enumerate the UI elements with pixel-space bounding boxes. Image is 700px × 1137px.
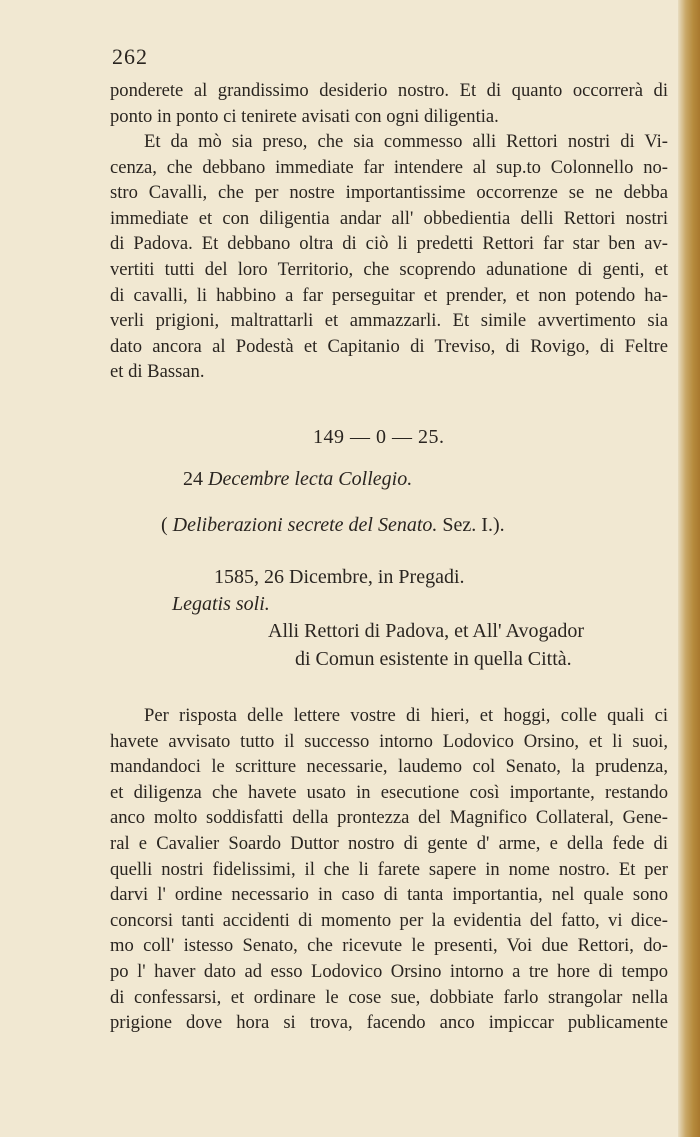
text-line: ral e Cavalier Soardo Duttor nostro di gente d' arme, e della fede di: [110, 832, 668, 854]
page-edge-binding: [678, 0, 700, 1137]
text-line: po l' haver dato ad esso Lodovico Orsino intorno a tre hore di tempo: [110, 960, 668, 982]
text-line: Et da mò sia preso, che sia commesso alli Rettori nostri di Vi-: [144, 131, 668, 152]
text-line: ponto in ponto ci tenirete avisati con ogni diligentia.: [110, 105, 499, 127]
document-reference: 149 — 0 — 25.: [313, 426, 445, 448]
dateline: 1585, 26 Dicembre, in Pregadi.: [214, 566, 465, 588]
text-line: di cavalli, li habbino a far perseguitar et prender, et non potendo ha-: [110, 284, 668, 306]
date-heading: [183, 468, 412, 491]
text-line: mo coll' istesso Senato, che ricevute le presenti, Voi due Rettori, do-: [110, 935, 668, 957]
page-number: 262: [112, 44, 148, 69]
text-line: verli prigioni, maltrattarli et ammazzarli. Et simile avvertimento sia: [110, 310, 668, 332]
text-line: stro Cavalli, che per nostre importantissime occorrenze se ne debba: [110, 182, 668, 204]
text-line: di Padova. Et debbano oltra di ciò li predetti Rettori far star ben av-: [110, 233, 668, 255]
text-line: ponderete al grandissimo desiderio nostro. Et di quanto occorrerà di: [110, 80, 668, 101]
text-line: dato ancora al Podestà et Capitanio di Treviso, di Rovigo, di Feltre: [110, 335, 668, 357]
text-line: darvi l' ordine necessario in caso di tanta importantia, nel quale sono: [110, 884, 668, 906]
text-line: anco molto soddisfatti della prontezza del Magnifico Collateral, Gene-: [110, 807, 668, 829]
text-line: quelli nostri fidelissimi, il che li farete sapere in nome nostro. Et per: [110, 858, 668, 880]
address-line-2: di Comun esistente in quella Città.: [295, 648, 572, 670]
address-line-1: Alli Rettori di Padova, et All' Avogador: [268, 620, 584, 642]
paragraph-2: [110, 129, 668, 385]
text-line: di confessarsi, et ordinare le cose sue, dobbiate farlo strangolar nella: [110, 986, 668, 1008]
source-citation: [161, 514, 505, 537]
text-line: immediate et con diligentia andar all' obbedientia delli Rettori nostri: [110, 207, 668, 229]
source-section: Sez. I.).: [437, 514, 505, 536]
source-title: Deliberazioni secrete del Senato.: [172, 514, 438, 536]
text-line: mandandoci le scritture necessarie, laudemo col Senato, la prudenza,: [110, 756, 668, 778]
date-heading-text: Decembre lecta Collegio.: [208, 468, 413, 490]
text-line: prigione dove hora si trova, facendo anco impiccar publicamente: [110, 1012, 668, 1034]
text-line: et di Bassan.: [110, 361, 205, 383]
paragraph-1: [110, 78, 668, 129]
text-line: Per risposta delle lettere vostre di hieri, et hoggi, colle quali ci: [144, 705, 668, 726]
legatis-note: Legatis soli.: [172, 593, 270, 615]
text-line: concorsi tanti accidenti di momento per la evidentia del fatto, vi dice-: [110, 909, 668, 931]
text-line: vertiti tutti del loro Territorio, che scoprendo adunatione di genti, et: [110, 258, 668, 280]
text-line: havete avvisato tutto il successo intorno Lodovico Orsino, et li suoi,: [110, 730, 668, 752]
source-open: (: [161, 514, 173, 536]
date-heading-number: 24: [183, 468, 203, 490]
paragraph-3: [110, 703, 668, 1036]
text-line: cenza, che debbano immediate far intendere al sup.to Colonnello no-: [110, 156, 668, 178]
text-line: et diligenza che havete usato in esecutione così importante, restando: [110, 781, 668, 803]
